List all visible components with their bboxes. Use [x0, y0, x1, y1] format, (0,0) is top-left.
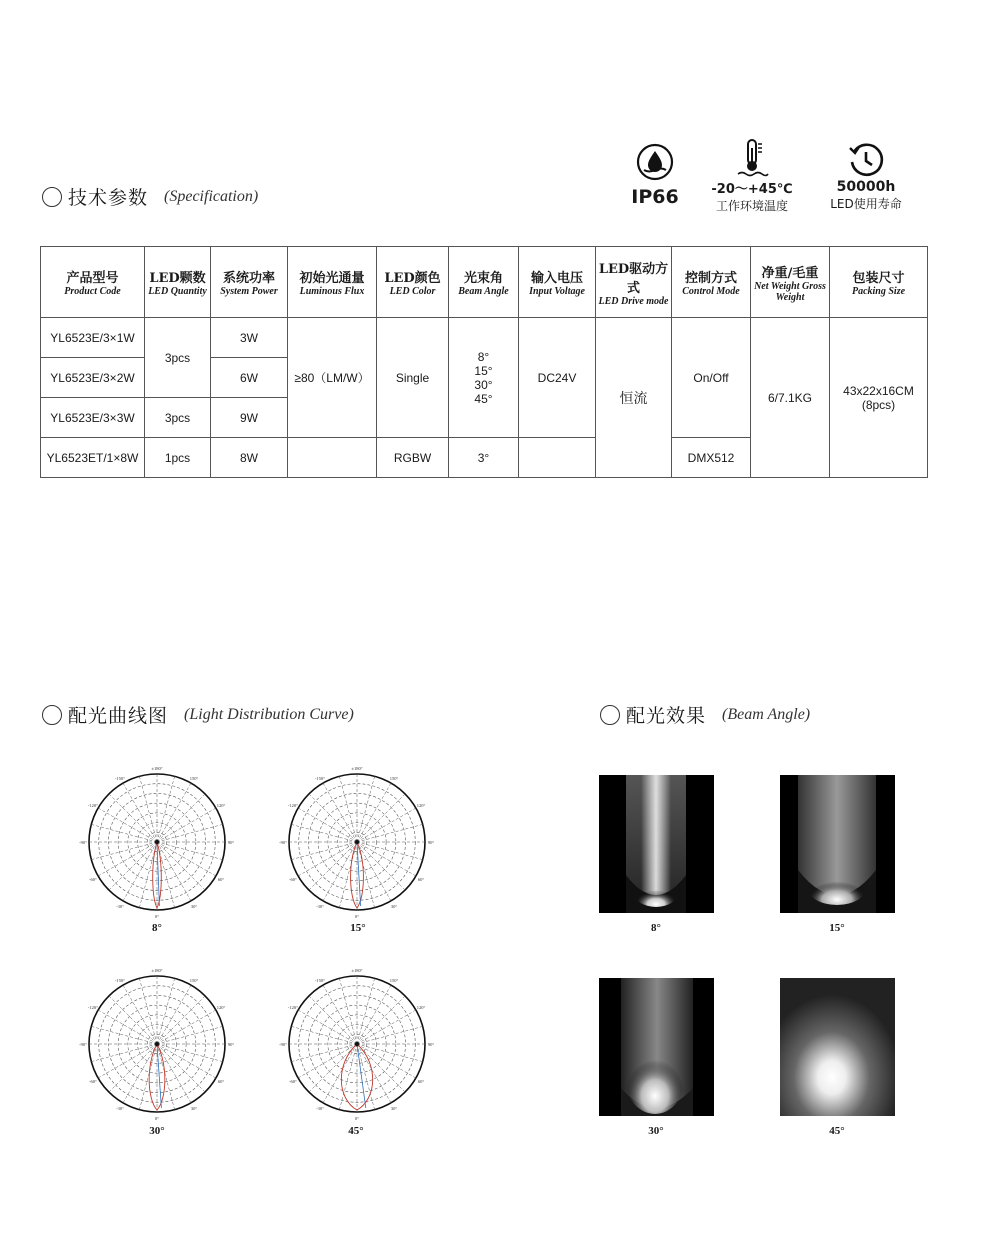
cell-voltage-empty — [519, 438, 596, 478]
polar-angle-label: ±180° — [151, 968, 163, 973]
cell-control: DMX512 — [672, 438, 751, 478]
polar-angle-label: 120° — [216, 1005, 226, 1010]
polar-angle-label: -120° — [287, 803, 298, 808]
cell-beam — [449, 318, 519, 438]
beam-value: 30° — [474, 377, 493, 392]
polar-angle-label: 0° — [154, 1116, 160, 1121]
cell-power: 3W — [211, 318, 288, 358]
polar-angle-label: -150° — [114, 977, 126, 983]
curve-label-45: 45° — [348, 1125, 364, 1137]
polar-angle-label: 60° — [417, 1079, 425, 1084]
header-drive-mode: LED驱动方式 LED Drive mode — [596, 247, 672, 318]
polar-angle-label: 90° — [427, 840, 435, 845]
beam-value: 45° — [474, 391, 493, 406]
beam-label-15: 15° — [829, 922, 845, 934]
beam-label-45: 45° — [829, 1125, 845, 1137]
header-beam-angle: 光束角 Beam Angle — [449, 247, 519, 318]
header-luminous-flux: 初始光通量 Luminous Flux — [288, 247, 377, 318]
packing-size: 43x22x16CM — [843, 383, 914, 398]
cell-control: On/Off — [672, 318, 751, 438]
polar-angle-label: -90° — [279, 840, 287, 845]
lifetime-hours: 50000h — [836, 179, 896, 195]
polar-angle-label: 150° — [389, 977, 399, 983]
curve-label-8: 8° — [152, 922, 162, 934]
ip-water-drop-icon — [635, 142, 675, 182]
polar-angle-label: 0° — [354, 1116, 360, 1121]
packing-count: (8pcs) — [861, 397, 896, 412]
cell-power: 6W — [211, 358, 288, 398]
curve-label-15: 15° — [350, 922, 366, 934]
cell-qty: 1pcs — [145, 438, 211, 478]
polar-angle-label: -30° — [316, 904, 324, 910]
cell-power: 9W — [211, 398, 288, 438]
polar-angle-label: 30° — [190, 1106, 198, 1112]
cell-qty: 3pcs — [145, 318, 211, 398]
beam-image-45 — [780, 978, 895, 1116]
polar-angle-label: -120° — [87, 803, 98, 808]
polar-angle-label: -60° — [89, 877, 97, 882]
beam-image-30 — [599, 978, 714, 1116]
curve-title-en: (Light Distribution Curve) — [184, 705, 354, 723]
polar-angle-label: 30° — [390, 1106, 398, 1112]
table-header-row — [41, 247, 928, 318]
polar-angle-label: -60° — [289, 1079, 297, 1084]
ip-rating: IP66 — [631, 186, 679, 208]
spec-section-title — [42, 183, 258, 210]
header-product-code: 产品型号 Product Code — [41, 247, 145, 318]
circle-bullet-icon — [42, 705, 62, 725]
spec-title-en: (Specification) — [164, 187, 259, 205]
beam-label-30: 30° — [648, 1125, 664, 1137]
cell-flux-empty — [288, 438, 377, 478]
spec-table — [40, 246, 928, 478]
polar-angle-label: -30° — [116, 904, 124, 910]
polar-angle-label: -60° — [289, 877, 297, 882]
temperature-range: -20～+45℃ — [711, 182, 793, 197]
circle-bullet-icon — [600, 705, 620, 725]
cell-code: YL6523ET/1×8W — [41, 438, 145, 478]
polar-angle-label: 120° — [216, 803, 226, 808]
cell-packing — [830, 318, 928, 478]
polar-angle-label: -120° — [87, 1005, 98, 1010]
circle-bullet-icon — [42, 187, 62, 207]
curve-title-zh: 配光曲线图 — [68, 705, 169, 727]
polar-angle-label: 120° — [416, 803, 426, 808]
ip66-badge — [620, 142, 690, 208]
thermometer-icon — [732, 138, 772, 178]
beam-title-en: (Beam Angle) — [722, 705, 811, 723]
polar-angle-label: -90° — [279, 1042, 287, 1047]
curve-label-30: 30° — [149, 1125, 165, 1137]
clock-history-icon — [846, 140, 886, 180]
cell-weight: 6/7.1KG — [751, 318, 830, 478]
cell-power: 8W — [211, 438, 288, 478]
beam-image-15 — [780, 775, 895, 913]
polar-angle-label: 120° — [416, 1005, 426, 1010]
polar-angle-label: ±180° — [351, 766, 363, 771]
beam-title-zh: 配光效果 — [626, 705, 707, 727]
temperature-caption: 工作环境温度 — [715, 199, 788, 213]
header-input-voltage: 输入电压 Input Voltage — [519, 247, 596, 318]
polar-angle-label: -120° — [287, 1005, 298, 1010]
polar-angle-label: 90° — [227, 1042, 235, 1047]
lifetime-caption: LED使用寿命 — [830, 197, 902, 211]
polar-curve-8 — [72, 762, 242, 922]
table-row — [41, 318, 928, 358]
header-led-color: LED颜色 LED Color — [377, 247, 449, 318]
curve-section-title — [42, 701, 354, 728]
cell-beam: 3° — [449, 438, 519, 478]
beam-image-8 — [599, 775, 714, 913]
header-system-power: 系统功率 System Power — [211, 247, 288, 318]
polar-angle-label: 0° — [154, 914, 160, 919]
polar-angle-label: 30° — [190, 904, 198, 910]
cell-code: YL6523E/3×1W — [41, 318, 145, 358]
header-packing-size: 包装尺寸 Packing Size — [830, 247, 928, 318]
cell-color: Single — [377, 318, 449, 438]
cell-qty: 3pcs — [145, 398, 211, 438]
polar-angle-label: ±180° — [151, 766, 163, 771]
polar-angle-label: ±180° — [351, 968, 363, 973]
beam-label-8: 8° — [651, 922, 661, 934]
header-led-quantity: LED颗数 LED Quantity — [145, 247, 211, 318]
beam-section-title — [600, 701, 810, 728]
polar-angle-label: 30° — [390, 904, 398, 910]
polar-angle-label: 90° — [427, 1042, 435, 1047]
cell-drive: 恒流 — [596, 318, 672, 478]
cell-flux: ≥80（LM/W） — [288, 318, 377, 438]
polar-angle-label: 150° — [189, 775, 199, 781]
header-weight: 净重/毛重 Net Weight Gross Weight — [751, 247, 830, 318]
polar-angle-label: 150° — [189, 977, 199, 983]
polar-angle-label: -30° — [116, 1106, 124, 1112]
polar-angle-label: -90° — [79, 1042, 87, 1047]
cell-code: YL6523E/3×2W — [41, 358, 145, 398]
polar-curve-30 — [72, 964, 242, 1124]
beam-value: 15° — [474, 363, 493, 378]
polar-angle-label: 60° — [417, 877, 425, 882]
polar-angle-label: -150° — [314, 775, 326, 781]
polar-curve-15 — [272, 762, 442, 922]
polar-angle-label: -30° — [316, 1106, 324, 1112]
header-control-mode: 控制方式 Control Mode — [672, 247, 751, 318]
polar-angle-label: -150° — [114, 775, 126, 781]
polar-curve-45 — [272, 964, 442, 1124]
polar-angle-label: 60° — [217, 877, 225, 882]
polar-angle-label: -90° — [79, 840, 87, 845]
polar-angle-label: -60° — [89, 1079, 97, 1084]
beam-value: 8° — [477, 349, 490, 364]
spec-title-zh: 技术参数 — [68, 187, 149, 209]
cell-color: RGBW — [377, 438, 449, 478]
cell-voltage: DC24V — [519, 318, 596, 438]
cell-code: YL6523E/3×3W — [41, 398, 145, 438]
polar-angle-label: 90° — [227, 840, 235, 845]
lifetime-badge — [818, 140, 914, 212]
temperature-badge — [700, 138, 804, 214]
polar-angle-label: 150° — [389, 775, 399, 781]
polar-angle-label: -150° — [314, 977, 326, 983]
polar-angle-label: 0° — [354, 914, 360, 919]
polar-angle-label: 60° — [217, 1079, 225, 1084]
